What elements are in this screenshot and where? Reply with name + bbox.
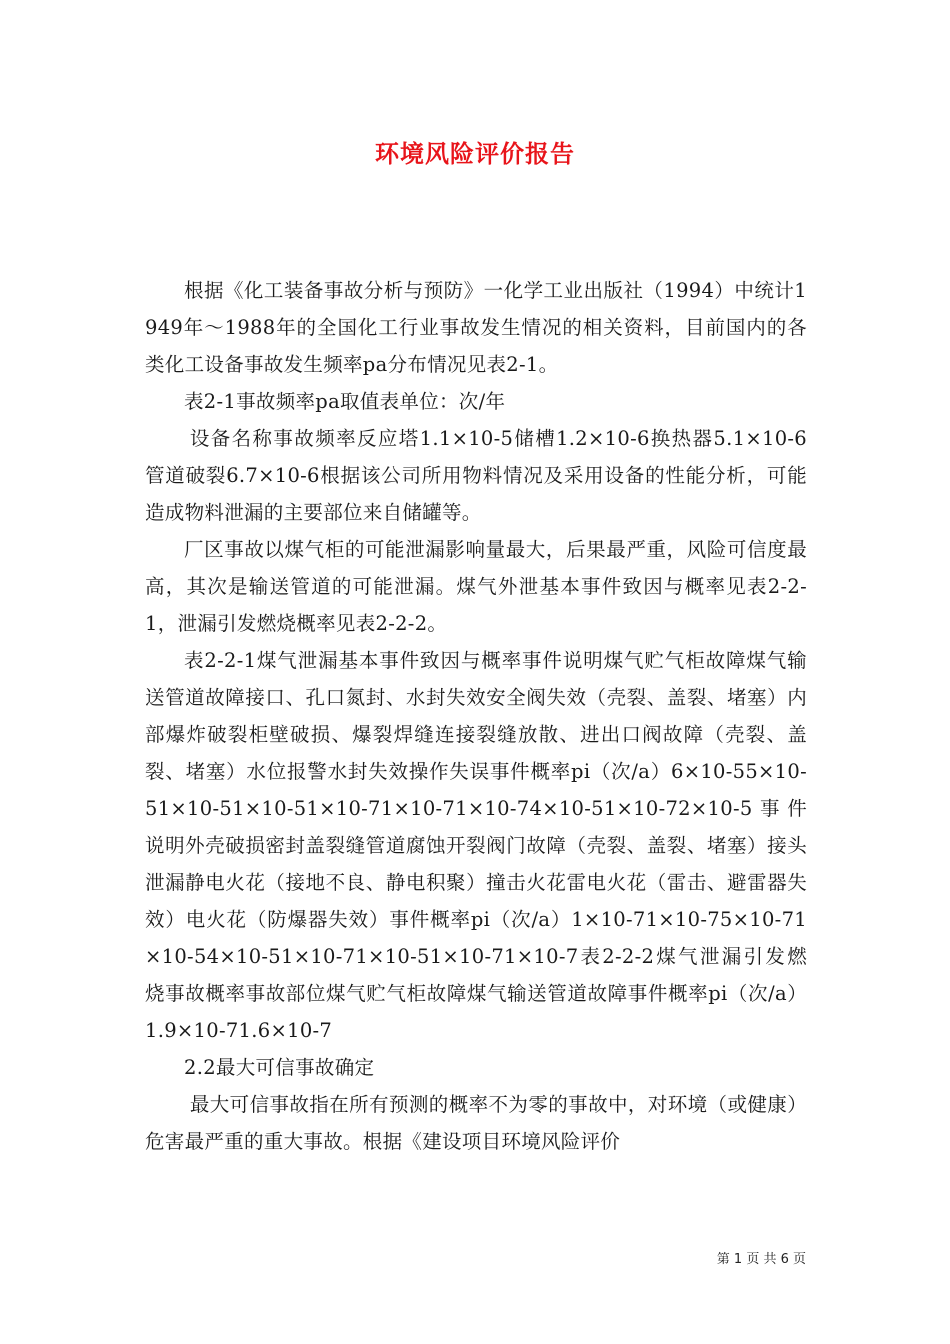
document-body xyxy=(145,272,807,1160)
paragraph-table-2-1-caption: 表2-1事故频率pa取值表单位：次/年 xyxy=(184,390,506,413)
page-title: 环境风险评价报告 xyxy=(375,139,575,168)
page-footer: 第 1 页 共 6 页 xyxy=(716,1252,806,1267)
paragraph-plant-accidents: 厂区事故以煤气柜的可能泄漏影响量最大，后果最严重，风险可信度最高，其次是输送管道的可能泄漏。煤气外泄基本事件致因与概率见表2-2-1，泄漏引发燃烧概率见表2-2-2。 xyxy=(145,538,807,635)
paragraph-intro: 根据《化工装备事故分析与预防》一化学工业出版社（1994）中统计1949年～1988年的全国化工行业事故发生情况的相关资料，目前国内的各类化工设备事故发生频率pa分布情况见表2-1。 xyxy=(145,279,807,376)
section-heading-2-2: 2.2最大可信事故确定 xyxy=(184,1056,375,1079)
paragraph-equipment-frequency: 设备名称事故频率反应塔1.1×10-5储槽1.2×10-6换热器5.1×10-6管道破裂6.7×10-6根据该公司所用物料情况及采用设备的性能分析，可能造成物料泄漏的主要部位来自储罐等。 xyxy=(145,427,807,524)
paragraph-max-credible-accident: 最大可信事故指在所有预测的概率不为零的事故中，对环境（或健康）危害最严重的重大事故。根据《建设项目环境风险评价 xyxy=(145,1093,807,1153)
paragraph-table-2-2-1: 表2-2-1煤气泄漏基本事件致因与概率事件说明煤气贮气柜故障煤气输送管道故障接口、孔口氮封、水封失效安全阀失效（壳裂、盖裂、堵塞）内部爆炸破裂柜壁破损、爆裂焊缝连接裂缝放散、进出口阀故障（壳裂、盖裂、堵塞）水位报警水封失效操作失误事件概率pi（次/a）6×10-55×10-51×10-51×10-51×10-71×10-71×10-74×10-51×10-72×10-5事件说明外壳破损密封盖裂缝管道腐蚀开裂阀门故障（壳裂、盖裂、堵塞）接头泄漏静电火花（接地不良、静电积聚）撞击火花雷电火花（雷击、避雷器失效）电火花（防爆器失效）事件概率pi（次/a）1×10-71×10-75×10-71×10-54×10-51×10-71×10-51×10-71×10-7表2-2-2煤气泄漏引发燃烧事故概率事故部位煤气贮气柜故障煤气输送管道故障事件概率pi（次/a）1.9×10-71.6×10-7 xyxy=(145,649,807,1042)
